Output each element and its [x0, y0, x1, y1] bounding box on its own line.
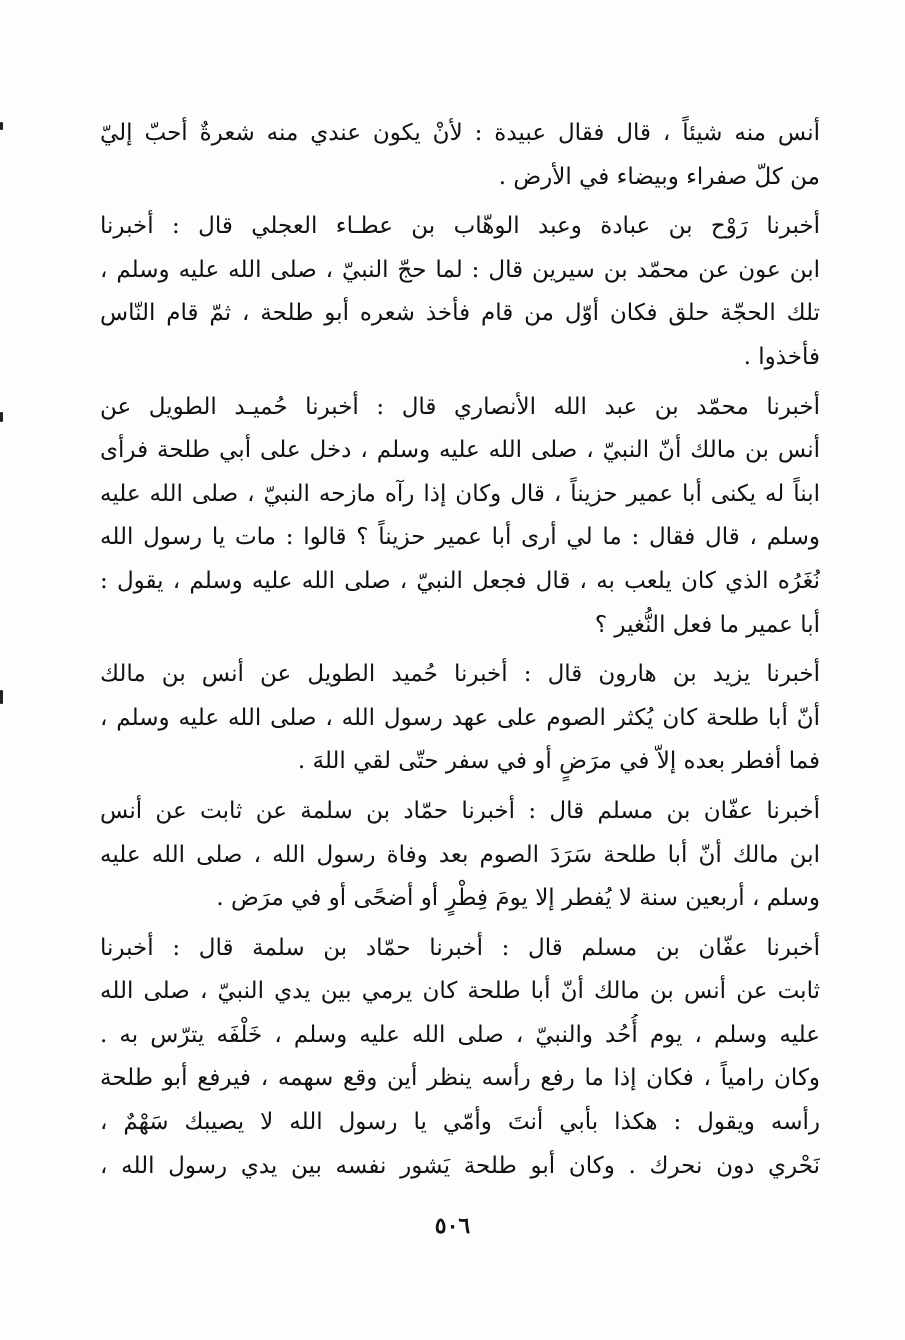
text-line: أخبرنا يزيد بن هارون قال : أخبرنا حُميد الطويل عن أنس بن مالك	[100, 661, 820, 688]
body-text	[100, 112, 820, 1194]
text-line: تلك الحجّة حلق فكان أوّل من قام فأخذ شعره أبو طلحة ، ثمّ قام النّاس	[100, 300, 820, 327]
paragraph	[100, 790, 820, 921]
text-line: أخبرنا عفّان بن مسلم قال : أخبرنا حمّاد بن سلمة عن ثابت عن أنس	[100, 797, 820, 824]
text-line: أخبرنا رَوْح بن عبادة وعبد الوهّاب بن عطـاء العجلي قال : أخبرنا	[100, 213, 820, 240]
paragraph	[100, 927, 820, 1189]
paragraph	[100, 386, 820, 648]
text-line: ثابت عن أنس بن مالك أنّ أبا طلحة كان يرمي بين يدي النبيّ ، صلى الله	[100, 978, 820, 1005]
scan-margin-mark	[0, 690, 3, 704]
text-line: ابن مالك أنّ أبا طلحة سَرَدَ الصوم بعد وفاة رسول الله ، صلى الله عليه	[100, 841, 820, 868]
text-line: ابناً له يكنى أبا عمير حزيناً ، قال وكان إذا رآه مازحه النبيّ ، صلى الله عليه	[100, 480, 820, 507]
scan-margin-mark	[0, 412, 3, 422]
page-number: ٥٠٦	[434, 1213, 471, 1239]
text-line: نُغَرُه الذي كان يلعب به ، قال فجعل النبيّ ، صلى الله عليه وسلم ، يقول :	[100, 567, 820, 594]
text-line: أنّ أبا طلحة كان يُكثر الصوم على عهد رسول الله ، صلى الله عليه وسلم ،	[100, 704, 820, 731]
text-line: أبا عمير ما فعل النُّغير ؟	[594, 611, 820, 638]
text-line: وسلم ، أربعين سنة لا يُفطر إلا يومَ فِطْرٍ أو أضحًى أو في مرَض .	[216, 885, 820, 912]
text-line: أخبرنا عفّان بن مسلم قال : أخبرنا حمّاد بن سلمة قال : أخبرنا	[100, 934, 820, 961]
scan-margin-mark	[0, 122, 3, 130]
text-line: وسلم ، قال فقال : ما لي أرى أبا عمير حزيناً ؟ قالوا : مات يا رسول الله	[100, 524, 820, 551]
text-line: أخبرنا محمّد بن عبد الله الأنصاري قال : أخبرنا حُميـد الطويل عن	[100, 393, 820, 420]
text-line: وكان رامياً ، فكان إذا ما رفع رأسه ينظر أين وقع سهمه ، فيرفع أبو طلحة	[100, 1065, 820, 1092]
text-line: من كلّ صفراء وبيضاء في الأرض .	[498, 163, 820, 190]
paragraph	[100, 112, 820, 199]
text-line: أنس بن مالك أنّ النبيّ ، صلى الله عليه وسلم ، دخل على أبي طلحة فرأى	[100, 437, 820, 464]
text-line: ابن عون عن محمّد بن سيرين قال : لما حجّ النبيّ ، صلى الله عليه وسلم ،	[100, 256, 820, 283]
paragraph	[100, 653, 820, 784]
paragraph	[100, 205, 820, 379]
text-line: نَحْري دون نحرك . وكان أبو طلحة يَشور نفسه بين يدي رسول الله ،	[100, 1152, 820, 1179]
text-line: عليه وسلم ، يوم أُحُد والنبيّ ، صلى الله عليه وسلم ، خَلْفَه يترّس به .	[100, 1021, 820, 1048]
text-line: فما أفطر بعده إلاّ في مرَضٍ أو في سفر حتّى لقي اللهَ .	[297, 748, 820, 775]
text-line: أنس منه شيئاً ، قال فقال عبيدة : لأنْ يكون عندي منه شعرةٌ أحبّ إليّ	[100, 120, 820, 146]
text-line: فأخذوا .	[743, 343, 820, 370]
text-line: رأسه ويقول : هكذا بأبي أنتَ وأمّي يا رسول الله لا يصيبك سَهْمٌ ،	[100, 1109, 820, 1136]
